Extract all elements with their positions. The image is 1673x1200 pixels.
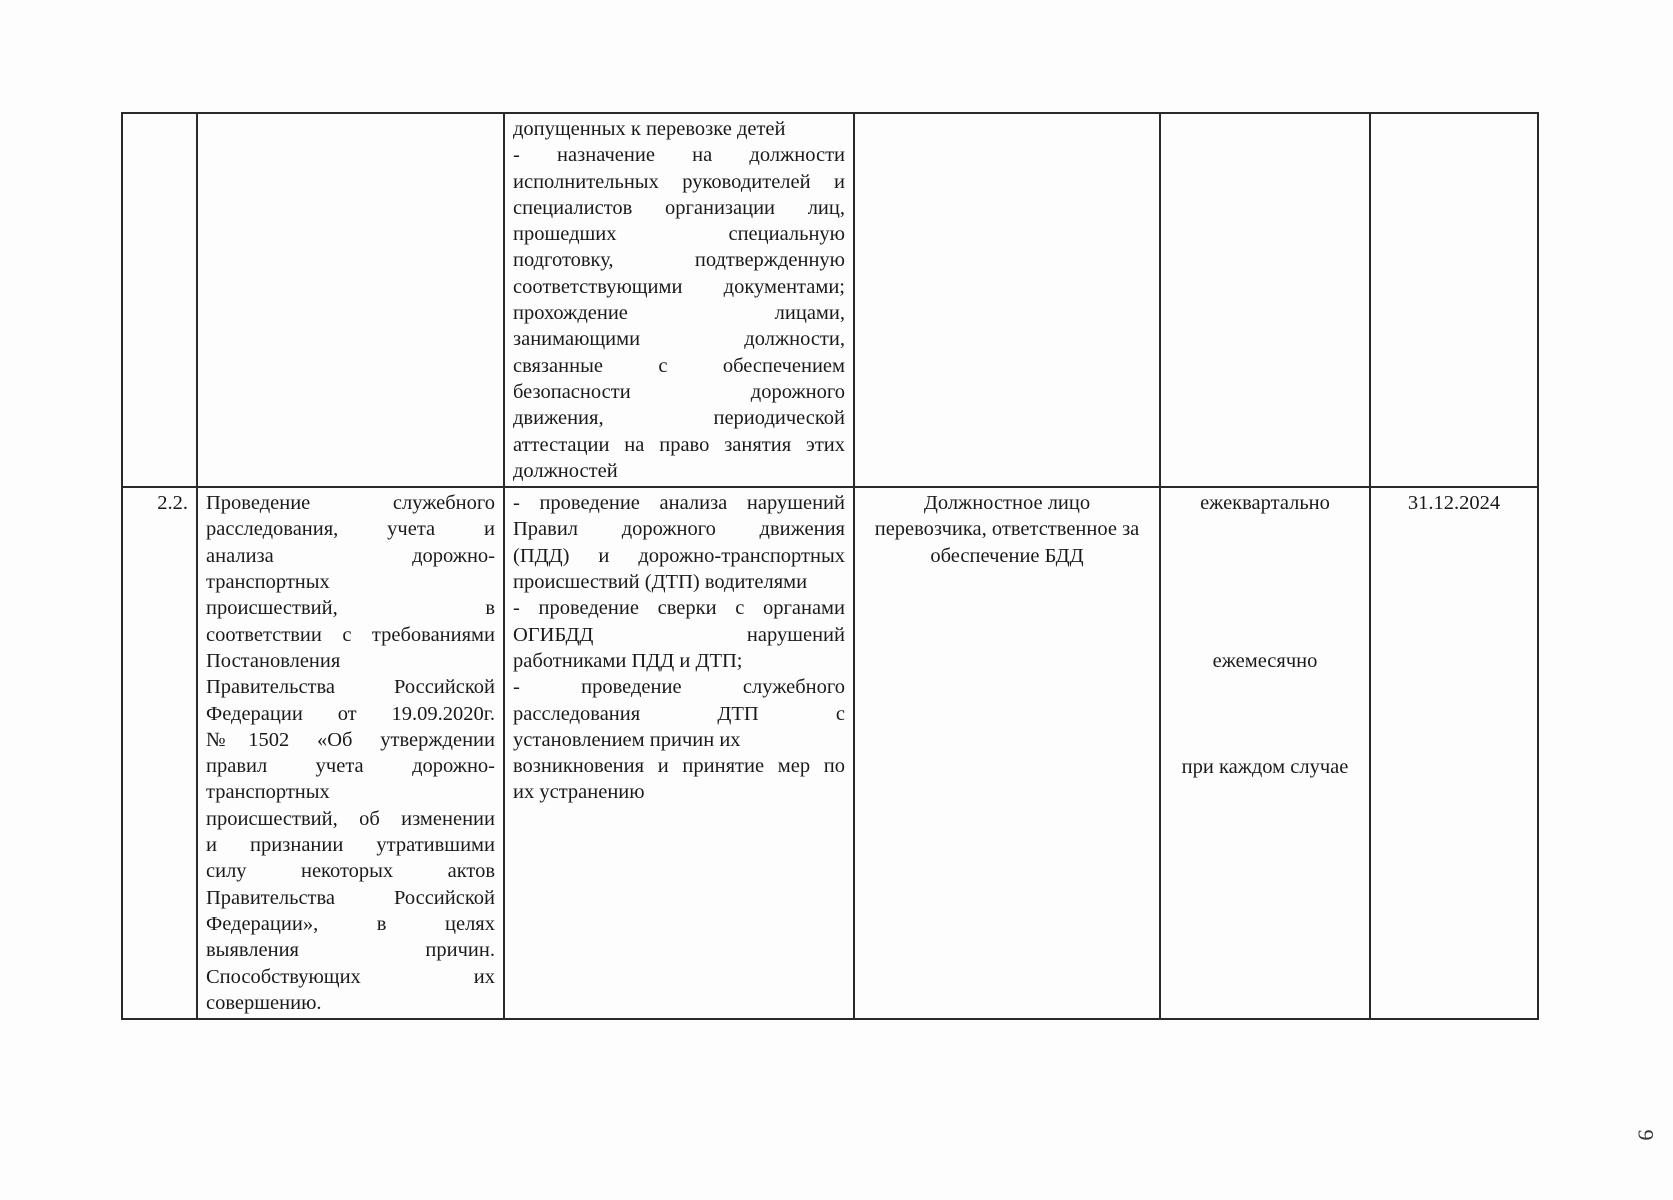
table-row <box>122 113 1538 487</box>
measure-line: Правил дорожного движения <box>513 518 845 541</box>
measure-line: исполнительных руководителей и <box>513 170 845 193</box>
measure-line: прошедших специальную <box>513 223 845 246</box>
frequency-monthly: ежемесячно <box>1212 650 1318 673</box>
measure-line: (ПДД) и дорожно-транспортных <box>513 544 845 567</box>
measure-line: подготовку, подтвержденную <box>513 249 845 272</box>
frequency-text <box>1161 488 1369 782</box>
deadline-text: 31.12.2024 <box>1407 492 1501 515</box>
row-number-cell <box>122 113 197 487</box>
subject-line: анализа дорожно- <box>206 544 495 567</box>
subject-line: №1502 «Об утверждении <box>206 728 495 751</box>
measure-line: занимающими должности, <box>513 328 845 351</box>
measure-line: связанные с обеспечением <box>513 354 845 377</box>
measure-line: установлением причин их <box>513 728 741 751</box>
frequency-each-case: при каждом случае <box>1181 755 1349 778</box>
measure-line: происшествий (ДТП) водителями <box>513 571 808 594</box>
responsible-cell <box>854 113 1160 487</box>
responsible-text <box>855 114 1159 118</box>
measures-cell <box>504 487 854 1019</box>
measure-line: их устранению <box>513 781 645 804</box>
measure-line: работниками ПДД и ДТП; <box>513 649 743 672</box>
subject-line: Способствующих их <box>206 965 495 988</box>
measures-text <box>505 488 853 808</box>
measure-line: прохождение лицами, <box>513 302 845 325</box>
subject-line: силу некоторых актов <box>206 860 495 883</box>
subject-text <box>198 488 503 1018</box>
subject-line: совершению. <box>206 991 322 1014</box>
subject-line: Правительства Российской <box>206 886 495 909</box>
measure-line: должностей <box>513 459 618 482</box>
table-row <box>122 487 1538 1019</box>
frequency-cell <box>1160 487 1370 1019</box>
frequency-text <box>1161 114 1369 118</box>
subject-line: транспортных <box>206 571 330 594</box>
deadline-cell <box>1370 487 1538 1019</box>
responsible-line: перевозчика, ответственное за <box>874 518 1140 541</box>
measure-line: - проведение анализа нарушений <box>513 492 845 515</box>
measures-cell <box>504 113 854 487</box>
measure-line: - назначение на должности <box>513 144 845 167</box>
subject-line: Федерации от 19.09.2020г. <box>206 702 495 725</box>
measure-line: расследования ДТП с <box>513 702 845 725</box>
subject-line: происшествий, об изменении <box>206 807 495 830</box>
subject-line: Федерации», в целях <box>206 912 495 935</box>
measures-text <box>505 114 853 486</box>
measure-line: движения, периодической <box>513 407 845 430</box>
measure-line: возникновения и принятие мер по <box>513 755 845 778</box>
measure-line: - проведение сверки с органами <box>513 597 845 620</box>
subject-line: происшествий, в <box>206 597 495 620</box>
row-number: 2.2. <box>157 492 188 515</box>
measure-line: безопасности дорожного <box>513 380 845 403</box>
deadline-text <box>1371 114 1537 118</box>
subject-line: транспортных <box>206 781 330 804</box>
subject-text <box>198 114 503 118</box>
responsible-line: Должностное лицо <box>923 492 1091 515</box>
frequency-cell <box>1160 113 1370 487</box>
subject-line: Проведение служебного <box>206 492 495 515</box>
row-number <box>123 114 196 118</box>
responsible-text <box>855 488 1159 571</box>
row-number-cell <box>122 487 197 1019</box>
subject-line: выявления причин. <box>206 939 495 962</box>
subject-cell <box>197 113 504 487</box>
subject-line: Постановления <box>206 649 341 672</box>
subject-cell <box>197 487 504 1019</box>
subject-line: правил учета дорожно- <box>206 755 495 778</box>
measure-line: допущенных к перевозке детей <box>513 118 786 140</box>
subject-line: и признании утратившими <box>206 834 495 857</box>
measure-line: аттестации на право занятия этих <box>513 433 845 456</box>
deadline-cell <box>1370 113 1538 487</box>
frequency-quarterly: ежеквартально <box>1200 492 1330 515</box>
subject-line: соответствии с требованиями <box>206 623 495 646</box>
page-number: 9 <box>1633 1129 1659 1141</box>
measure-line: ОГИБДД нарушений <box>513 623 845 646</box>
measures-table <box>121 112 1539 1020</box>
subject-line: Правительства Российской <box>206 676 495 699</box>
measure-line: специалистов организации лиц, <box>513 196 845 219</box>
responsible-line: обеспечение БДД <box>930 544 1084 567</box>
measure-line: соответствующими документами; <box>513 275 845 298</box>
responsible-cell <box>854 487 1160 1019</box>
measure-line: - проведение служебного <box>513 676 845 699</box>
subject-line: расследования, учета и <box>206 518 495 541</box>
